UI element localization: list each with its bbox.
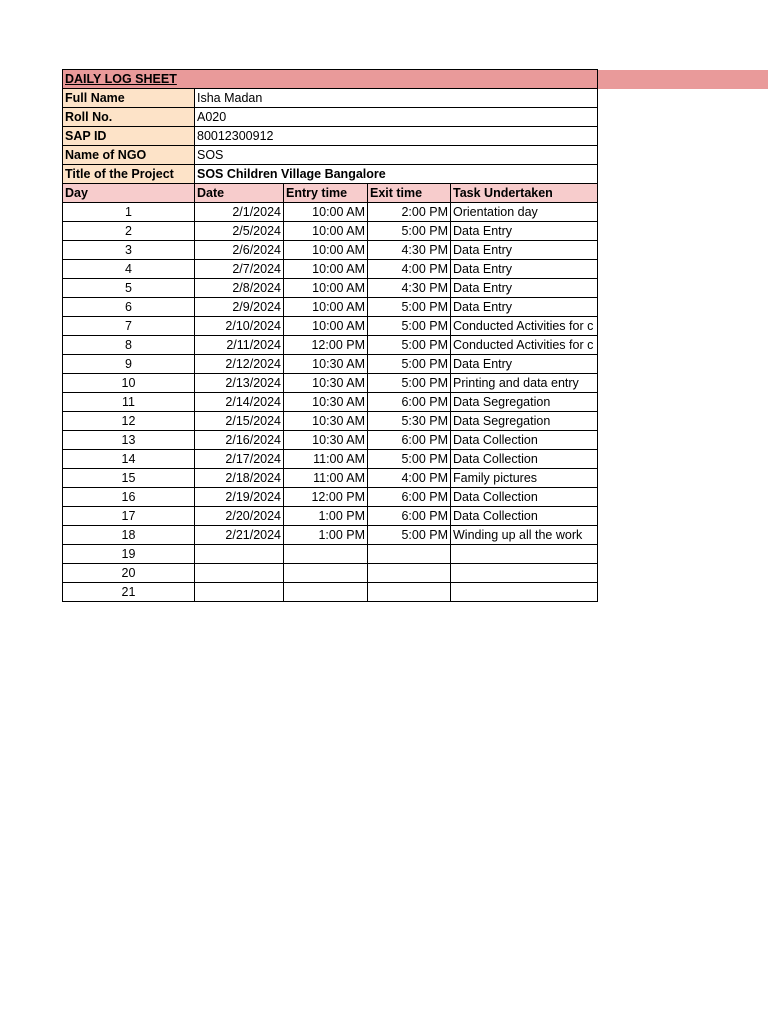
task-cell[interactable]: Data Segregation: [451, 412, 598, 431]
info-row: [63, 108, 598, 127]
date-cell[interactable]: 2/12/2024: [195, 355, 284, 374]
table-row: [63, 450, 598, 469]
exit-time-cell[interactable]: 5:00 PM: [368, 317, 451, 336]
exit-time-cell[interactable]: 4:00 PM: [368, 260, 451, 279]
exit-time-cell[interactable]: 6:00 PM: [368, 393, 451, 412]
info-label-cell[interactable]: Name of NGO: [63, 146, 195, 165]
sheet-title[interactable]: DAILY LOG SHEET: [63, 70, 598, 89]
date-cell[interactable]: 2/16/2024: [195, 431, 284, 450]
task-cell[interactable]: Data Entry: [451, 222, 598, 241]
info-value-cell[interactable]: Isha Madan: [195, 89, 598, 108]
column-header-row: [63, 184, 598, 203]
day-cell[interactable]: 6: [63, 298, 195, 317]
column-header-cell[interactable]: Exit time: [368, 184, 451, 203]
column-header-cell[interactable]: Task Undertaken: [451, 184, 598, 203]
table-row: [63, 564, 598, 583]
table-row: [63, 279, 598, 298]
entry-time-cell[interactable]: 10:00 AM: [284, 241, 368, 260]
exit-time-cell[interactable]: 2:00 PM: [368, 203, 451, 222]
day-cell[interactable]: 15: [63, 469, 195, 488]
table-row: [63, 260, 598, 279]
title-row: [63, 70, 598, 89]
day-cell[interactable]: 12: [63, 412, 195, 431]
exit-time-cell[interactable]: 5:00 PM: [368, 355, 451, 374]
exit-time-cell[interactable]: 4:30 PM: [368, 279, 451, 298]
day-cell[interactable]: 4: [63, 260, 195, 279]
table-row: [63, 526, 598, 545]
exit-time-cell[interactable]: 4:30 PM: [368, 241, 451, 260]
exit-time-cell[interactable]: 4:00 PM: [368, 469, 451, 488]
table-row: [63, 545, 598, 564]
table-row: [63, 507, 598, 526]
table-row: [63, 583, 598, 602]
column-header-cell[interactable]: Entry time: [284, 184, 368, 203]
info-row: [63, 165, 598, 184]
task-cell[interactable]: Winding up all the work: [451, 526, 598, 545]
info-label-cell[interactable]: Full Name: [63, 89, 195, 108]
entry-time-cell[interactable]: 10:00 AM: [284, 317, 368, 336]
entry-time-cell[interactable]: 10:30 AM: [284, 412, 368, 431]
day-cell[interactable]: 16: [63, 488, 195, 507]
info-value-cell[interactable]: A020: [195, 108, 598, 127]
info-label-cell[interactable]: Title of the Project: [63, 165, 195, 184]
table-row: [63, 488, 598, 507]
entry-time-cell[interactable]: 10:00 AM: [284, 222, 368, 241]
day-cell[interactable]: 21: [63, 583, 195, 602]
exit-time-cell[interactable]: 5:00 PM: [368, 526, 451, 545]
table-row: [63, 393, 598, 412]
table-row: [63, 222, 598, 241]
info-label-cell[interactable]: Roll No.: [63, 108, 195, 127]
sheet-body: [63, 70, 598, 602]
day-cell[interactable]: 17: [63, 507, 195, 526]
date-cell[interactable]: 2/5/2024: [195, 222, 284, 241]
day-cell[interactable]: 5: [63, 279, 195, 298]
date-cell[interactable]: 2/14/2024: [195, 393, 284, 412]
day-cell[interactable]: 20: [63, 564, 195, 583]
task-cell[interactable]: Data Collection: [451, 450, 598, 469]
date-cell[interactable]: 2/21/2024: [195, 526, 284, 545]
date-cell[interactable]: 2/19/2024: [195, 488, 284, 507]
info-row: [63, 89, 598, 108]
exit-time-cell[interactable]: 6:00 PM: [368, 488, 451, 507]
table-row: [63, 374, 598, 393]
table-row: [63, 298, 598, 317]
entry-time-cell[interactable]: 10:30 AM: [284, 393, 368, 412]
exit-time-cell[interactable]: 5:00 PM: [368, 450, 451, 469]
table-row: [63, 469, 598, 488]
task-cell[interactable]: Data Collection: [451, 488, 598, 507]
entry-time-cell[interactable]: 10:30 AM: [284, 431, 368, 450]
task-cell[interactable]: Conducted Activities for c: [451, 317, 598, 336]
task-cell[interactable]: [451, 564, 598, 583]
date-cell[interactable]: 2/1/2024: [195, 203, 284, 222]
day-cell[interactable]: 2: [63, 222, 195, 241]
day-cell[interactable]: 3: [63, 241, 195, 260]
table-row: [63, 355, 598, 374]
date-cell[interactable]: 2/8/2024: [195, 279, 284, 298]
entry-time-cell[interactable]: 10:00 AM: [284, 298, 368, 317]
date-cell[interactable]: 2/9/2024: [195, 298, 284, 317]
day-cell[interactable]: 19: [63, 545, 195, 564]
entry-time-cell[interactable]: 10:30 AM: [284, 374, 368, 393]
exit-time-cell[interactable]: 5:00 PM: [368, 374, 451, 393]
task-cell[interactable]: Data Collection: [451, 507, 598, 526]
day-cell[interactable]: 7: [63, 317, 195, 336]
date-cell[interactable]: 2/11/2024: [195, 336, 284, 355]
title-row-band: [598, 70, 768, 89]
info-label-cell[interactable]: SAP ID: [63, 127, 195, 146]
entry-time-cell[interactable]: 1:00 PM: [284, 507, 368, 526]
date-cell[interactable]: 2/6/2024: [195, 241, 284, 260]
entry-time-cell[interactable]: 10:00 AM: [284, 279, 368, 298]
date-cell[interactable]: [195, 545, 284, 564]
date-cell[interactable]: 2/15/2024: [195, 412, 284, 431]
entry-time-cell[interactable]: 10:00 AM: [284, 203, 368, 222]
table-row: [63, 241, 598, 260]
task-cell[interactable]: [451, 583, 598, 602]
task-cell[interactable]: Data Entry: [451, 279, 598, 298]
day-cell[interactable]: 10: [63, 374, 195, 393]
entry-time-cell[interactable]: [284, 564, 368, 583]
entry-time-cell[interactable]: 10:30 AM: [284, 355, 368, 374]
task-cell[interactable]: Printing and data entry: [451, 374, 598, 393]
date-cell[interactable]: 2/17/2024: [195, 450, 284, 469]
date-cell[interactable]: [195, 564, 284, 583]
task-cell[interactable]: Data Segregation: [451, 393, 598, 412]
table-row: [63, 431, 598, 450]
entry-time-cell[interactable]: [284, 545, 368, 564]
date-cell[interactable]: 2/20/2024: [195, 507, 284, 526]
task-cell[interactable]: Data Entry: [451, 355, 598, 374]
column-header-cell[interactable]: Day: [63, 184, 195, 203]
date-cell[interactable]: [195, 583, 284, 602]
entry-time-cell[interactable]: [284, 583, 368, 602]
table-row: [63, 412, 598, 431]
exit-time-cell[interactable]: 5:30 PM: [368, 412, 451, 431]
entry-time-cell[interactable]: 1:00 PM: [284, 526, 368, 545]
info-row: [63, 127, 598, 146]
date-cell[interactable]: 2/18/2024: [195, 469, 284, 488]
task-cell[interactable]: Family pictures: [451, 469, 598, 488]
date-cell[interactable]: 2/13/2024: [195, 374, 284, 393]
exit-time-cell[interactable]: 6:00 PM: [368, 507, 451, 526]
day-cell[interactable]: 13: [63, 431, 195, 450]
table-row: [63, 336, 598, 355]
day-cell[interactable]: 9: [63, 355, 195, 374]
exit-time-cell[interactable]: 5:00 PM: [368, 222, 451, 241]
entry-time-cell[interactable]: 11:00 AM: [284, 450, 368, 469]
day-cell[interactable]: 11: [63, 393, 195, 412]
task-cell[interactable]: Data Entry: [451, 241, 598, 260]
day-cell[interactable]: 8: [63, 336, 195, 355]
exit-time-cell[interactable]: 6:00 PM: [368, 431, 451, 450]
day-cell[interactable]: 18: [63, 526, 195, 545]
info-row: [63, 146, 598, 165]
entry-time-cell[interactable]: 10:00 AM: [284, 260, 368, 279]
table-row: [63, 317, 598, 336]
task-cell[interactable]: Orientation day: [451, 203, 598, 222]
day-cell[interactable]: 1: [63, 203, 195, 222]
exit-time-cell[interactable]: [368, 583, 451, 602]
exit-time-cell[interactable]: [368, 545, 451, 564]
daily-log-sheet: [62, 69, 598, 602]
task-cell[interactable]: Conducted Activities for c: [451, 336, 598, 355]
entry-time-cell[interactable]: 11:00 AM: [284, 469, 368, 488]
entry-time-cell[interactable]: 12:00 PM: [284, 336, 368, 355]
date-cell[interactable]: 2/10/2024: [195, 317, 284, 336]
exit-time-cell[interactable]: 5:00 PM: [368, 336, 451, 355]
column-header-cell[interactable]: Date: [195, 184, 284, 203]
day-cell[interactable]: 14: [63, 450, 195, 469]
table-row: [63, 203, 598, 222]
info-value-cell[interactable]: SOS: [195, 146, 598, 165]
task-cell[interactable]: Data Entry: [451, 260, 598, 279]
task-cell[interactable]: Data Collection: [451, 431, 598, 450]
info-value-cell[interactable]: 80012300912: [195, 127, 598, 146]
exit-time-cell[interactable]: 5:00 PM: [368, 298, 451, 317]
info-value-cell[interactable]: SOS Children Village Bangalore: [195, 165, 598, 184]
date-cell[interactable]: 2/7/2024: [195, 260, 284, 279]
task-cell[interactable]: [451, 545, 598, 564]
task-cell[interactable]: Data Entry: [451, 298, 598, 317]
exit-time-cell[interactable]: [368, 564, 451, 583]
entry-time-cell[interactable]: 12:00 PM: [284, 488, 368, 507]
